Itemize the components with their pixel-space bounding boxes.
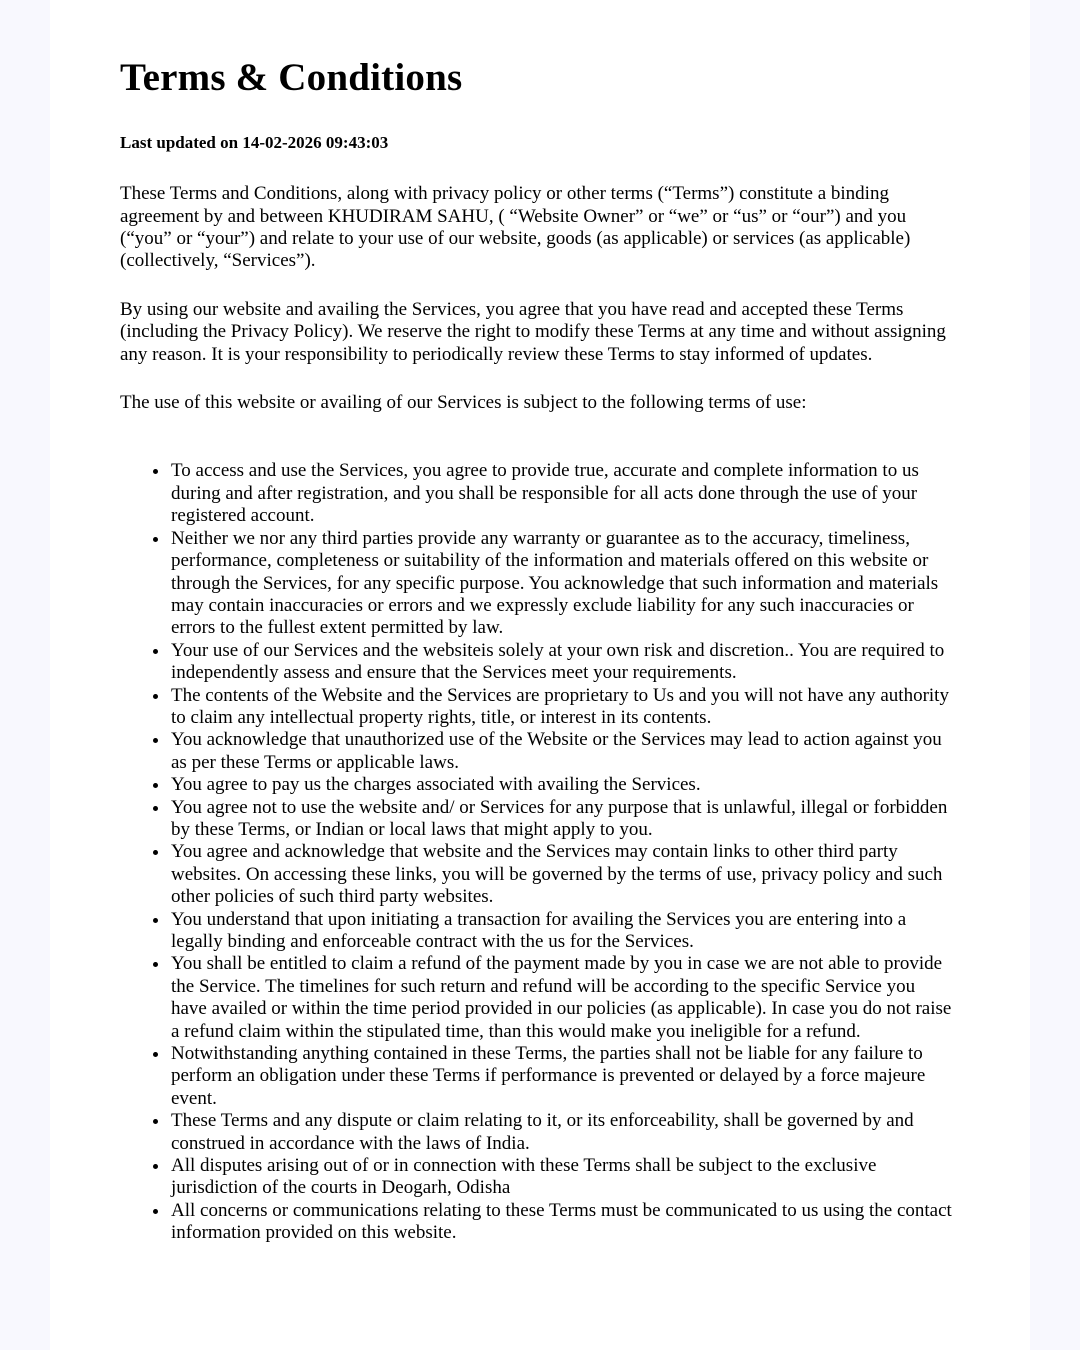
terms-list-item: • These Terms and any dispute or claim relating to it, or its enforceability, shall be governed by and construed in accordance with the laws of India. [170, 1110, 955, 1155]
terms-document [50, 0, 1030, 1350]
document-content [50, 0, 1030, 1285]
terms-list-item: • You acknowledge that unauthorized use of the Website or the Services may lead to action against you as per these Terms or applicable laws. [170, 729, 955, 774]
terms-list-item: • You understand that upon initiating a transaction for availing the Services you are entering into a legally binding and enforceable contract with the us for the Services. [170, 909, 955, 954]
terms-list-item: • You agree and acknowledge that website and the Services may contain links to other third party websites. On accessing these links, you will be governed by the terms of use, privacy policy and such other policies of such third party websites. [170, 841, 955, 908]
terms-list-item: • All disputes arising out of or in connection with these Terms shall be subject to the exclusive jurisdiction of the courts in Deogarh, Odisha [170, 1155, 955, 1200]
terms-list-item: • Your use of our Services and the websiteis solely at your own risk and discretion.. You are required to independently assess and ensure that the Services meet your requirements. [170, 640, 955, 685]
terms-list-item: • You agree to pay us the charges associated with availing the Services. [170, 774, 955, 796]
last-updated-label: Last updated on 14-02-2026 09:43:03 [120, 132, 389, 152]
acceptance-paragraph: By using our website and availing the Services, you agree that you have read and accepted these Terms (including the Privacy Policy). We reserve the right to modify these Terms at any time and without assigning any reason. It is your responsibility to periodically review these Terms to stay informed of updates. [120, 298, 946, 365]
terms-list-item: • All concerns or communications relating to these Terms must be communicated to us using the contact information provided on this website. [170, 1200, 955, 1245]
terms-list-item: • Notwithstanding anything contained in these Terms, the parties shall not be liable for any failure to perform an obligation under these Terms if performance is prevented or delayed by a force majeure event. [170, 1043, 955, 1110]
terms-list-item: • Neither we nor any third parties provide any warranty or guarantee as to the accuracy, timeliness, performance, completeness or suitability of the information and materials offered on this website or through the Services, for any specific purpose. You acknowledge that such information and materials may contain inaccuracies or errors and we expressly exclude liability for any such inaccuracies or errors to the fullest extent permitted by law. [170, 528, 955, 640]
intro-paragraph: These Terms and Conditions, along with privacy policy or other terms (“Terms”) constitute a binding agreement by and between KHUDIRAM SAHU, ( “Website Owner” or “we” or “us” or “our”) and you (“you” or “your”) and relate to your use of our website, goods (as applicable) or services (as applicable) (collectively, “Services”). [120, 183, 911, 272]
terms-list-item: • You agree not to use the website and/ or Services for any purpose that is unlawful, illegal or forbidden by these Terms, or Indian or local laws that might apply to you. [170, 797, 955, 842]
terms-list-item: • The contents of the Website and the Services are proprietary to Us and you will not have any authority to claim any intellectual property rights, title, or interest in its contents. [170, 685, 955, 730]
terms-list-item: • You shall be entitled to claim a refund of the payment made by you in case we are not able to provide the Service. The timelines for such return and refund will be according to the specific Service you have availed or within the time period provided in our policies (as applicable). In case you do not raise a refund claim within the stipulated time, than this would make you ineligible for a refund. [170, 953, 955, 1043]
terms-list [120, 460, 955, 1244]
page-title: Terms & Conditions [120, 56, 463, 99]
terms-of-use-lead-paragraph: The use of this website or availing of our Services is subject to the following terms of use: [120, 392, 807, 414]
terms-list-item: • To access and use the Services, you agree to provide true, accurate and complete information to us during and after registration, and you shall be responsible for all acts done through the use of your registered account. [170, 460, 955, 527]
